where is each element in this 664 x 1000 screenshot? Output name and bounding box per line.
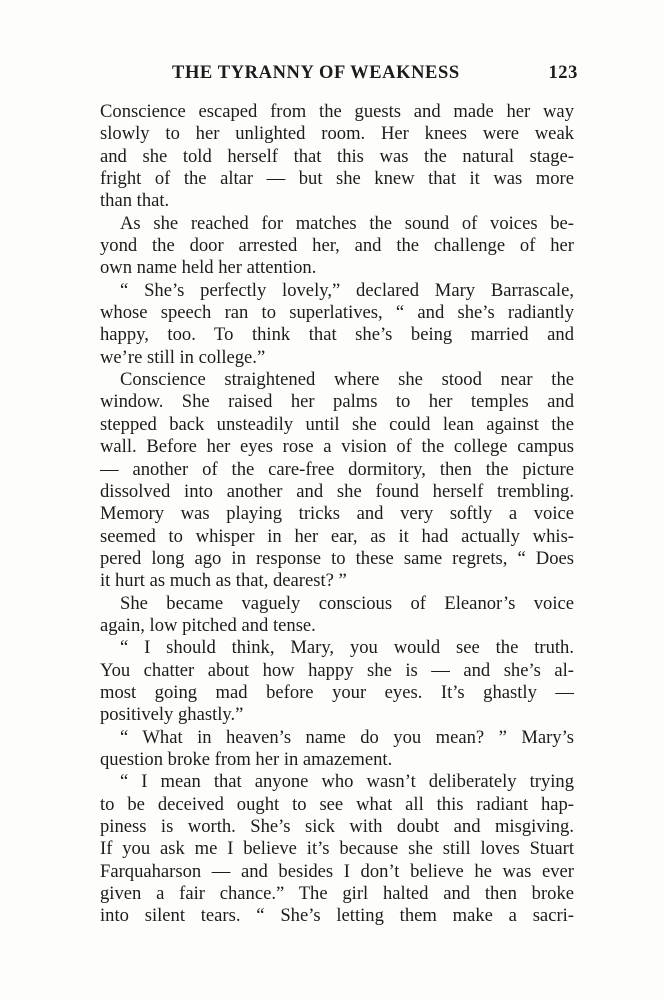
text-line: and she told herself that this was the natural stage-	[100, 145, 574, 167]
body-text	[100, 101, 574, 928]
text-line: than that.	[100, 190, 170, 212]
text-line: stepped back unsteadily until she could lean against the	[100, 413, 574, 435]
text-line: again, low pitched and tense.	[100, 614, 316, 636]
text-line: to be deceived ought to see what all this radiant hap-	[100, 793, 574, 815]
text-line: “ I should think, Mary, you would see the truth.	[120, 637, 574, 659]
text-line: piness is worth. She’s sick with doubt and misgiving.	[100, 816, 574, 837]
text-line: question broke from her in amazement.	[100, 748, 393, 770]
running-title: THE TYRANNY OF WEAKNESS	[172, 63, 460, 83]
text-line: Memory was playing tricks and very softly a voice	[100, 503, 574, 525]
text-line: wall. Before her eyes rose a vision of the college campus	[100, 436, 574, 458]
text-line: Farquaharson — and besides I don’t believe he was ever	[100, 860, 574, 882]
page-header	[100, 63, 578, 87]
text-line: “ I mean that anyone who wasn’t deliberately trying	[120, 771, 574, 793]
text-line: dissolved into another and she found herself trembling.	[100, 480, 574, 502]
text-line: positively ghastly.”	[100, 704, 244, 726]
page-number: 123	[548, 63, 578, 83]
text-line: Conscience escaped from the guests and made her way	[100, 101, 574, 122]
text-line: Conscience straightened where she stood near the	[120, 369, 574, 391]
text-line: “ She’s perfectly lovely,” declared Mary Barrascale,	[120, 279, 574, 301]
text-line: yond the door arrested her, and the challenge of her	[100, 235, 574, 257]
text-line: If you ask me I believe it’s because she still loves Stuart	[100, 838, 574, 860]
text-line: slowly to her unlighted room. Her knees were weak	[100, 123, 574, 145]
text-line: fright of the altar — but she knew that it was more	[100, 168, 574, 190]
text-line: pered long ago in response to these same regrets, “ Does	[100, 547, 574, 569]
text-line: whose speech ran to superlatives, “ and she’s radiantly	[100, 302, 574, 324]
text-line: — another of the care-free dormitory, then the picture	[100, 458, 574, 480]
text-line: window. She raised her palms to her temples and	[100, 391, 574, 413]
text-line: seemed to whisper in her ear, as it had actually whis-	[100, 525, 574, 547]
text-line: “ What in heaven’s name do you mean? ” Mary’s	[120, 726, 574, 748]
text-line: She became vaguely conscious of Eleanor’s voice	[120, 592, 574, 614]
text-line: You chatter about how happy she is — and she’s al-	[100, 659, 574, 681]
text-line: given a fair chance.” The girl halted and then broke	[100, 883, 574, 905]
text-line: happy, too. To think that she’s being married and	[100, 324, 574, 346]
text-line: own name held her attention.	[100, 257, 317, 279]
text-line: we’re still in college.”	[100, 346, 266, 368]
text-line: most going mad before your eyes. It’s ghastly —	[100, 681, 574, 703]
text-line: As she reached for matches the sound of voices be-	[120, 212, 574, 234]
text-line: it hurt as much as that, dearest? ”	[100, 570, 347, 592]
text-line: into silent tears. “ She’s letting them make a sacri-	[100, 905, 574, 927]
